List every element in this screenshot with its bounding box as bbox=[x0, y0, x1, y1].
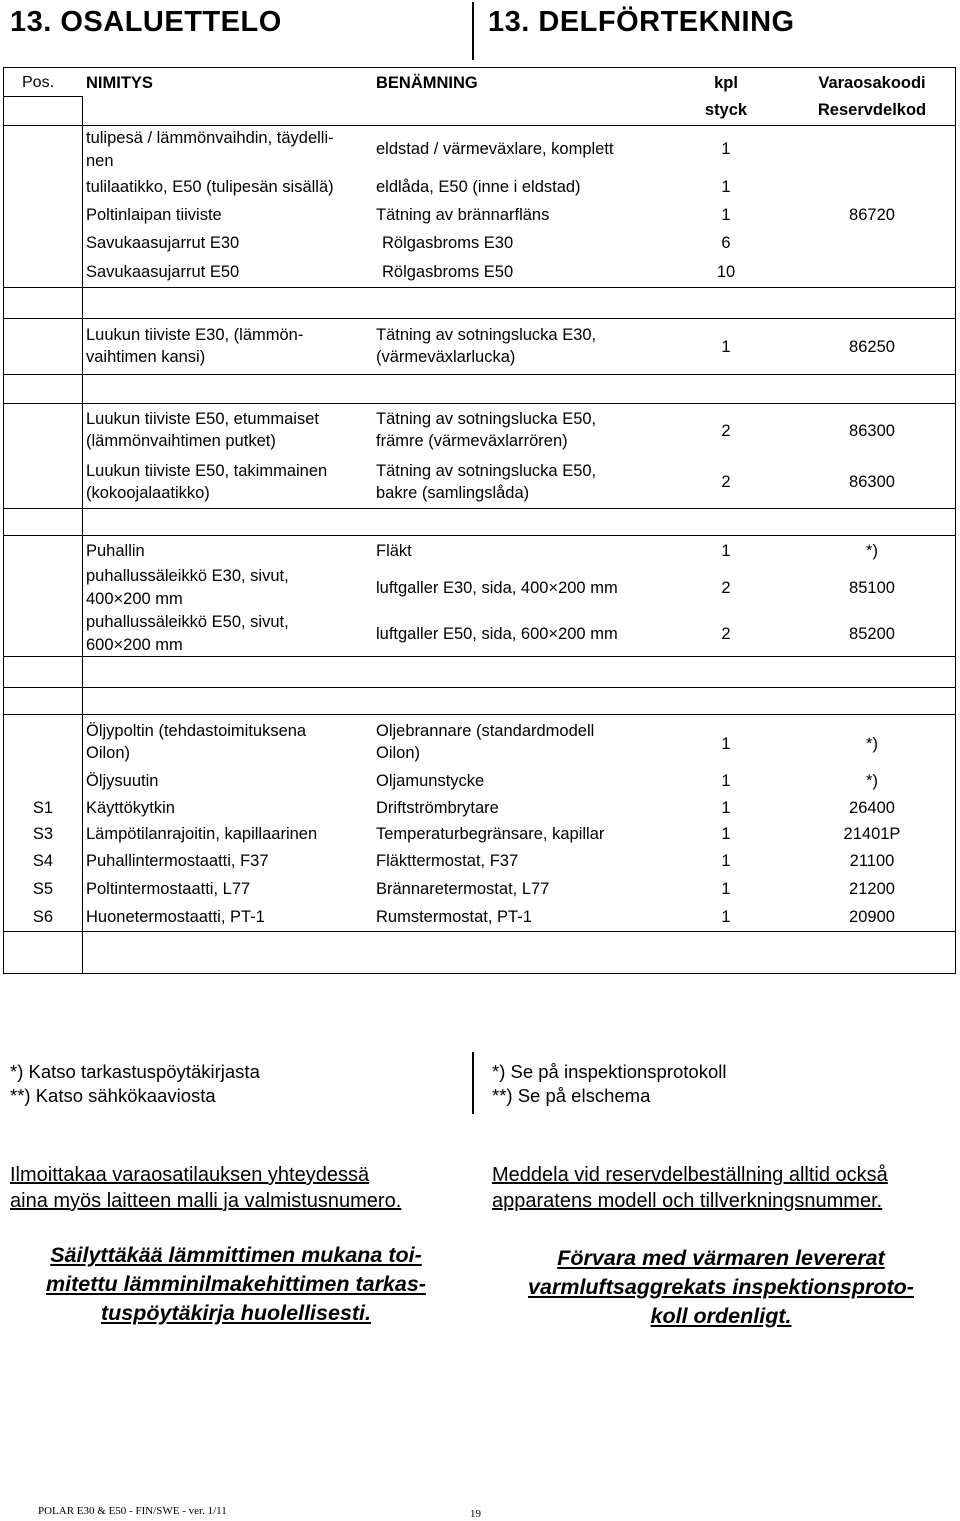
col-header-varaosakoodi: Varaosakoodi bbox=[818, 74, 926, 92]
row-sv-line: bakre (samlingslåda) bbox=[376, 484, 530, 502]
row-sv-line: Fläkt bbox=[376, 542, 412, 560]
row-pos: S5 bbox=[32, 880, 54, 898]
row-sv-line: Oljebrannare (standardmodell bbox=[376, 722, 595, 740]
section-rule-6 bbox=[3, 535, 956, 536]
section-rule-2 bbox=[3, 318, 956, 319]
row-fi-line: Puhallintermostaatti, F37 bbox=[86, 852, 269, 870]
row-code: *) bbox=[866, 542, 878, 560]
row-sv-line: främre (värmeväxlarrören) bbox=[376, 432, 568, 450]
row-qty: 2 bbox=[721, 473, 731, 491]
row-fi-line: Öljypoltin (tehdastoimituksena bbox=[86, 722, 307, 740]
footnote-sv: **) Se på elschema bbox=[492, 1085, 651, 1106]
row-fi-line: (lämmönvaihtimen putket) bbox=[86, 432, 276, 450]
order-note-sv: apparatens modell och tillverkningsnummer. bbox=[492, 1190, 883, 1212]
row-fi-line: vaihtimen kansi) bbox=[86, 348, 206, 366]
row-fi-line: Käyttökytkin bbox=[86, 799, 175, 817]
row-fi-line: tulilaatikko, E50 (tulipesän sisällä) bbox=[86, 178, 334, 196]
row-sv-line: Tätning av sotningslucka E50, bbox=[376, 462, 597, 480]
row-fi-line: 600×200 mm bbox=[86, 636, 183, 654]
row-qty: 1 bbox=[721, 880, 731, 898]
keep-note-fi: tuspöytäkirja huolellisesti. bbox=[100, 1301, 372, 1325]
row-sv-line: eldstad / värmeväxlare, komplett bbox=[376, 140, 614, 158]
section-rule-3 bbox=[3, 374, 956, 375]
row-code: 21200 bbox=[849, 880, 895, 898]
row-qty: 10 bbox=[716, 263, 736, 281]
row-qty: 1 bbox=[721, 206, 731, 224]
row-fi-line: Huonetermostaatti, PT-1 bbox=[86, 908, 265, 926]
row-fi-line: tulipesä / lämmönvaihdin, täydelli- bbox=[86, 129, 334, 147]
row-fi-line: Poltintermostaatti, L77 bbox=[86, 880, 251, 898]
row-fi-line: Lämpötilanrajoitin, kapillaarinen bbox=[86, 825, 318, 843]
row-sv-line: Rumstermostat, PT-1 bbox=[376, 908, 532, 926]
section-rule-7 bbox=[3, 656, 956, 657]
col-header-styck: styck bbox=[704, 101, 748, 119]
row-code: 86720 bbox=[849, 206, 895, 224]
col-header-pos: Pos. bbox=[22, 74, 55, 91]
row-code: 85200 bbox=[849, 625, 895, 643]
row-code: 86300 bbox=[849, 473, 895, 491]
row-sv-line: Oljamunstycke bbox=[376, 772, 485, 790]
row-sv-line: Brännaretermostat, L77 bbox=[376, 880, 550, 898]
row-qty: 1 bbox=[721, 825, 731, 843]
row-code: 20900 bbox=[849, 908, 895, 926]
section-rule-9 bbox=[3, 714, 956, 715]
row-fi-line: Luukun tiiviste E30, (lämmön- bbox=[86, 326, 304, 344]
row-fi-line: Luukun tiiviste E50, takimmainen bbox=[86, 462, 328, 480]
row-sv-line: Tätning av sotningslucka E30, bbox=[376, 326, 597, 344]
keep-note-fi: mitettu lämminilmakehittimen tarkas- bbox=[46, 1272, 426, 1296]
section-rule-8 bbox=[3, 687, 956, 688]
row-sv-line: Driftströmbrytare bbox=[376, 799, 499, 817]
row-sv-line: Rölgasbroms E30 bbox=[382, 234, 514, 252]
keep-note-sv: koll ordenligt. bbox=[650, 1304, 792, 1328]
row-code: *) bbox=[866, 772, 878, 790]
row-code: 86250 bbox=[849, 338, 895, 356]
row-qty: 1 bbox=[721, 140, 731, 158]
row-pos: S4 bbox=[32, 852, 54, 870]
row-qty: 1 bbox=[721, 908, 731, 926]
footer-doc-id: POLAR E30 & E50 - FIN/SWE - ver. 1/11 bbox=[38, 1505, 227, 1517]
heading-fi: 13. OSALUETTELO bbox=[10, 6, 282, 38]
row-qty: 1 bbox=[721, 542, 731, 560]
row-sv-line: luftgaller E50, sida, 600×200 mm bbox=[376, 625, 618, 643]
row-fi-line: Luukun tiiviste E50, etummaiset bbox=[86, 410, 319, 428]
row-sv-line: (värmeväxlarlucka) bbox=[376, 348, 516, 366]
row-sv-line: Temperaturbegränsare, kapillar bbox=[376, 825, 605, 843]
keep-note-sv: varmluftsaggrekats inspektionsproto- bbox=[528, 1275, 914, 1299]
row-qty: 2 bbox=[721, 422, 731, 440]
row-fi-line: Puhallin bbox=[86, 542, 145, 560]
heading-divider bbox=[472, 2, 474, 60]
row-fi-line: nen bbox=[86, 152, 114, 170]
footnote-divider bbox=[472, 1052, 474, 1114]
row-code: 26400 bbox=[849, 799, 895, 817]
row-fi-line: Savukaasujarrut E50 bbox=[86, 263, 240, 281]
order-note-fi: Ilmoittakaa varaosatilauksen yhteydessä bbox=[10, 1164, 370, 1186]
row-sv-line: Oilon) bbox=[376, 744, 421, 762]
keep-note-fi: Säilyttäkää lämmittimen mukana toi- bbox=[50, 1243, 422, 1267]
row-qty: 1 bbox=[721, 178, 731, 196]
page-number: 19 bbox=[470, 1508, 481, 1520]
row-code: *) bbox=[866, 735, 878, 753]
row-fi-line: Savukaasujarrut E30 bbox=[86, 234, 240, 252]
keep-note-sv: Förvara med värmaren levererat bbox=[557, 1246, 885, 1270]
row-qty: 1 bbox=[721, 852, 731, 870]
row-fi-line: Öljysuutin bbox=[86, 772, 159, 790]
row-code: 85100 bbox=[849, 579, 895, 597]
row-pos: S1 bbox=[32, 799, 54, 817]
row-sv-line: Tätning av brännarfläns bbox=[376, 206, 550, 224]
row-sv-line: luftgaller E30, sida, 400×200 mm bbox=[376, 579, 618, 597]
section-rule-4 bbox=[3, 403, 956, 404]
row-sv-line: Fläkttermostat, F37 bbox=[376, 852, 519, 870]
col-header-reservdelkod: Reservdelkod bbox=[817, 101, 927, 119]
section-rule-10 bbox=[3, 931, 956, 932]
row-code: 86300 bbox=[849, 422, 895, 440]
row-qty: 2 bbox=[721, 625, 731, 643]
row-fi-line: Oilon) bbox=[86, 744, 131, 762]
footnote-fi: *) Katso tarkastuspöytäkirjasta bbox=[10, 1061, 260, 1082]
row-sv-line: Rölgasbroms E50 bbox=[382, 263, 514, 281]
row-qty: 1 bbox=[721, 735, 731, 753]
header-rule bbox=[3, 96, 83, 97]
col-header-nimitys: NIMITYS bbox=[86, 74, 153, 92]
row-fi-line: Poltinlaipan tiiviste bbox=[86, 206, 222, 224]
row-code: 21100 bbox=[849, 852, 895, 870]
row-code: 21401P bbox=[843, 825, 901, 843]
row-sv-line: Tätning av sotningslucka E50, bbox=[376, 410, 597, 428]
section-rule-5 bbox=[3, 508, 956, 509]
order-note-sv: Meddela vid reservdelbeställning alltid också bbox=[492, 1164, 888, 1186]
row-pos: S3 bbox=[32, 825, 54, 843]
row-fi-line: puhallussäleikkö E50, sivut, bbox=[86, 613, 289, 631]
footnote-sv: *) Se på inspektionsprotokoll bbox=[492, 1061, 727, 1082]
header-rule-bottom bbox=[3, 125, 956, 126]
heading-sv: 13. DELFÖRTEKNING bbox=[488, 6, 795, 38]
row-fi-line: 400×200 mm bbox=[86, 590, 183, 608]
section-rule-1 bbox=[3, 287, 956, 288]
row-qty: 1 bbox=[721, 338, 731, 356]
row-qty: 1 bbox=[721, 772, 731, 790]
row-qty: 1 bbox=[721, 799, 731, 817]
col-header-kpl: kpl bbox=[714, 74, 738, 92]
col-header-benamning: BENÄMNING bbox=[376, 74, 478, 92]
row-fi-line: puhallussäleikkö E30, sivut, bbox=[86, 567, 289, 585]
row-pos: S6 bbox=[32, 908, 54, 926]
footnote-fi: **) Katso sähkökaaviosta bbox=[10, 1085, 216, 1106]
row-sv-line: eldlåda, E50 (inne i eldstad) bbox=[376, 178, 581, 196]
row-qty: 6 bbox=[721, 234, 731, 252]
row-fi-line: (kokoojalaatikko) bbox=[86, 484, 210, 502]
row-qty: 2 bbox=[721, 579, 731, 597]
order-note-fi: aina myös laitteen malli ja valmistusnumero. bbox=[10, 1190, 402, 1212]
